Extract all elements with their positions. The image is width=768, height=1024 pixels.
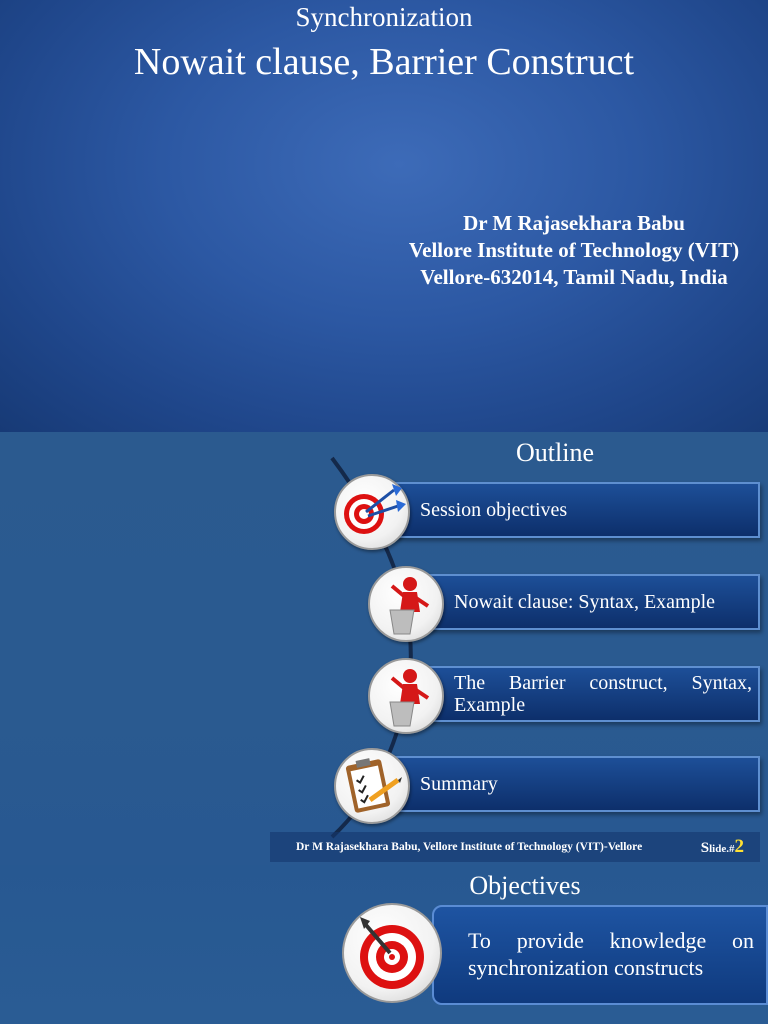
presenter-podium-icon xyxy=(368,658,444,734)
author-block xyxy=(380,210,768,291)
clipboard-checklist-icon xyxy=(334,748,410,824)
outline-item-summary[interactable] xyxy=(384,756,760,812)
outline-item-label: Nowait clause: Syntax, Example xyxy=(454,590,716,613)
slide-footer xyxy=(270,832,760,862)
dart-target-icon xyxy=(342,903,442,1003)
author-institute: Vellore Institute of Technology (VIT) xyxy=(408,238,740,262)
slide-supertitle: Synchronization xyxy=(295,2,473,32)
author-name: Dr M Rajasekhara Babu xyxy=(463,211,685,235)
objective-item[interactable] xyxy=(432,905,768,1005)
outline-item-nowait[interactable] xyxy=(418,574,760,630)
slide-number: Slide.#2 xyxy=(700,836,744,857)
objectives-title: Objectives xyxy=(469,871,581,900)
presenter-podium-icon xyxy=(368,566,444,642)
author-address: Vellore-632014, Tamil Nadu, India xyxy=(420,265,728,289)
outline-item-session-objectives[interactable] xyxy=(384,482,760,538)
dart-target-icon xyxy=(334,474,410,550)
outline-item-barrier[interactable] xyxy=(418,666,760,722)
outline-item-label: Summary xyxy=(420,772,498,795)
outline-item-label: Session objectives xyxy=(420,498,568,521)
outline-title: Outline xyxy=(516,438,594,467)
objective-text: To provide knowledge on synchronization constructs xyxy=(468,928,754,980)
outline-slide xyxy=(0,432,768,865)
slide-title: Nowait clause, Barrier Construct xyxy=(133,41,635,83)
title-slide xyxy=(0,0,768,432)
outline-item-label: The Barrier construct, Syntax, Example xyxy=(454,672,752,716)
footer-text: Dr M Rajasekhara Babu, Vellore Institute of Technology (VIT)-Vellore xyxy=(296,841,643,853)
objectives-slide xyxy=(0,865,768,1024)
